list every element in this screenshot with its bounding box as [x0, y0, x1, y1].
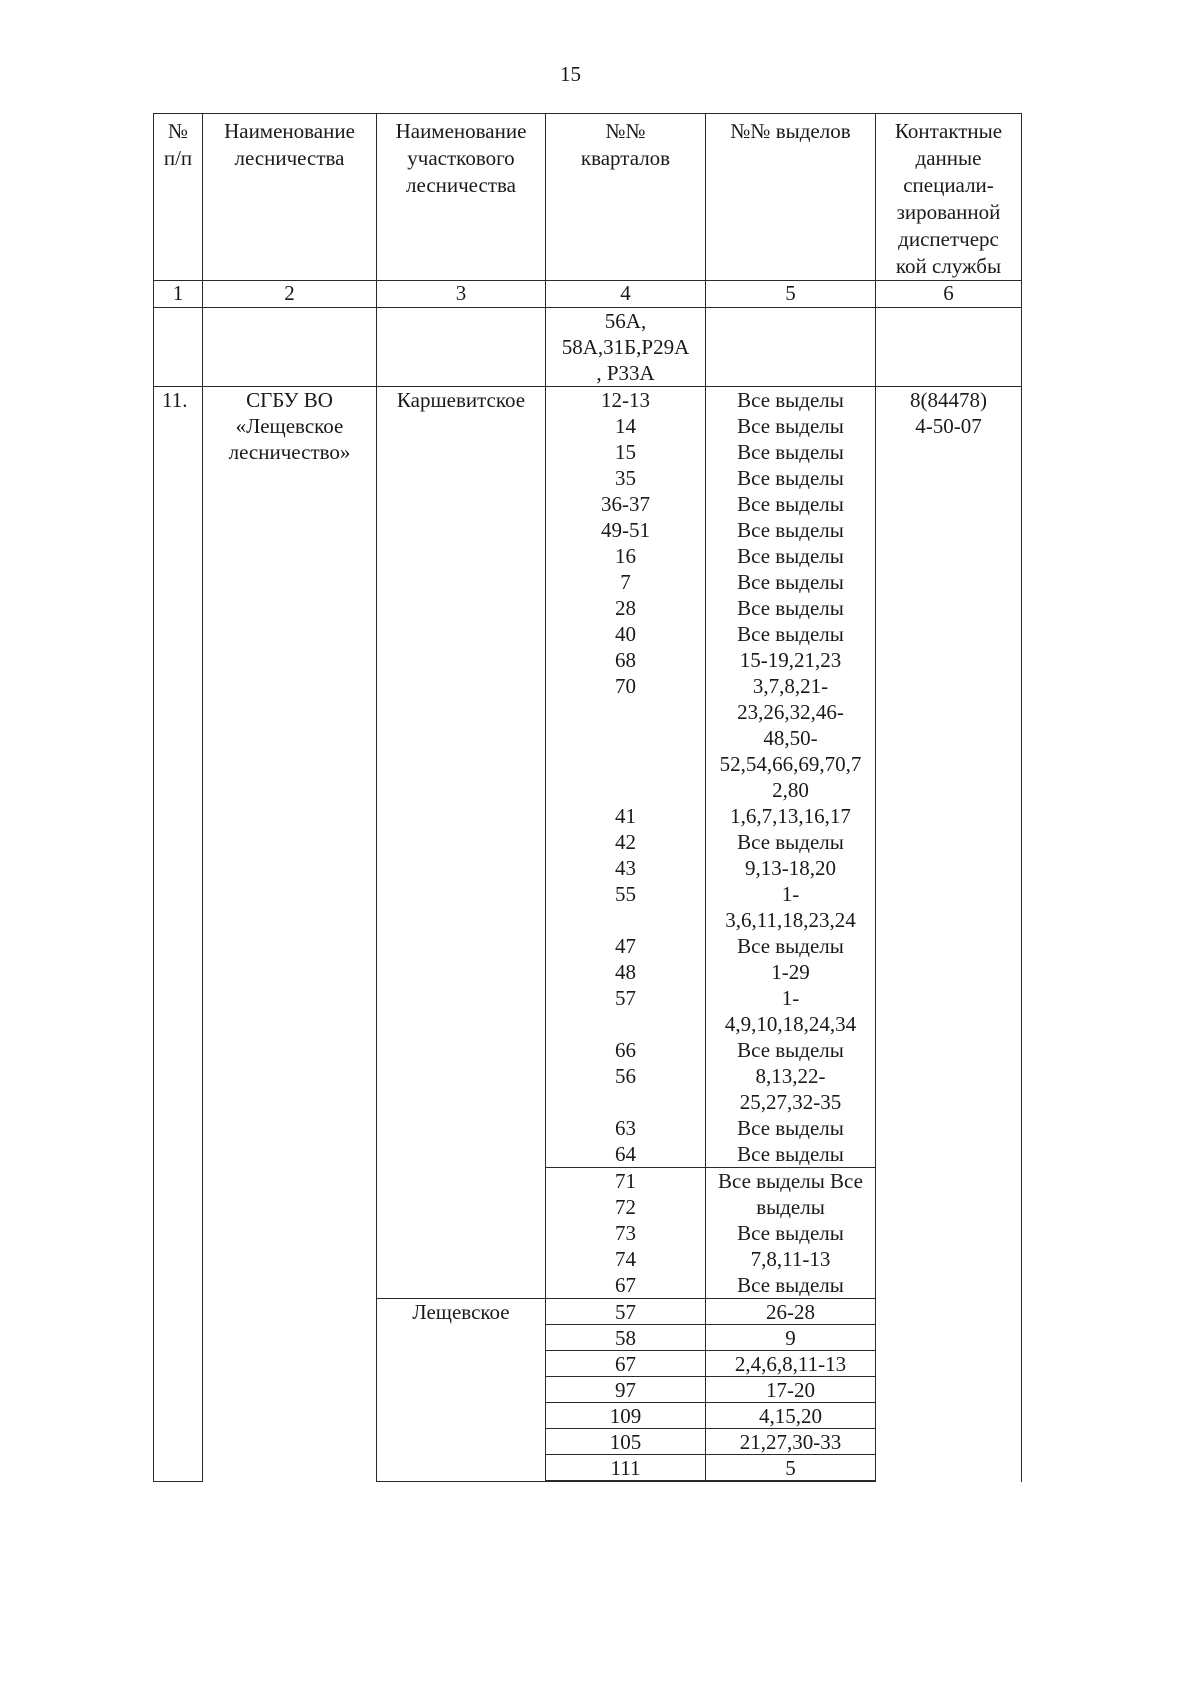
header-forestry: Наименование лесничества — [224, 119, 355, 170]
column-number: 2 — [203, 281, 377, 308]
table-cell-line: 2,80 — [772, 778, 809, 802]
table-cell-line: Все выделы — [737, 544, 844, 568]
table-cell-line — [546, 1089, 705, 1115]
table-cell-line — [546, 777, 705, 803]
table-cell-line: 21,27,30-33 — [706, 1429, 875, 1455]
table-cell-line: 1- — [781, 986, 800, 1010]
table-cell-line: Все выделы — [737, 388, 844, 412]
table-cell-line: 105 — [546, 1429, 705, 1455]
table-cell-line: 3,7,8,21- — [752, 674, 829, 698]
table-cell-line: Все выделы — [737, 570, 844, 594]
table-cell-line: выделы — [756, 1195, 825, 1219]
table-cell-line: 111 — [546, 1455, 705, 1481]
table-cell-line: 55 — [615, 882, 636, 906]
table-cell-line: 73 — [615, 1221, 636, 1245]
table-cell-line: 1- — [781, 882, 800, 906]
entry-row-a — [154, 387, 1022, 1168]
forestry-name: СГБУ ВО «Лещевское лесничество» — [203, 387, 377, 1482]
table-cell-line: 16 — [615, 544, 636, 568]
table-cell-line: Все выделы — [737, 492, 844, 516]
table-cell-line: 4,15,20 — [706, 1403, 875, 1429]
table-cell-line: 9 — [706, 1325, 875, 1351]
table-cell-line: Все выделы — [737, 1221, 844, 1245]
column-number: 6 — [876, 281, 1022, 308]
forestry-table — [153, 113, 1022, 1482]
table-cell-line: 97 — [546, 1377, 705, 1403]
sections-block-a — [706, 387, 876, 1168]
table-cell-line: 57 — [546, 1299, 705, 1325]
table-cell-line: 57 — [615, 986, 636, 1010]
table-cell-line: 56 — [615, 1064, 636, 1088]
table-cell-line: 43 — [615, 856, 636, 880]
table-cell-line: Все выделы — [737, 596, 844, 620]
table-cell-line: Все выделы — [737, 414, 844, 438]
table-cell-line — [546, 907, 705, 933]
table-cell-line: Все выделы — [737, 622, 844, 646]
header-quarters: №№ кварталов — [580, 119, 671, 170]
table-cell-line: Все выделы — [737, 1142, 844, 1166]
table-cell-line: 66 — [615, 1038, 636, 1062]
column-number: 5 — [706, 281, 876, 308]
table-cell-line: Все выделы — [737, 934, 844, 958]
table-cell-line: 67 — [615, 1273, 636, 1297]
table-cell-line: 2,4,6,8,11-13 — [706, 1351, 875, 1377]
table-cell-line: 72 — [615, 1195, 636, 1219]
quarters-block-c — [546, 1299, 706, 1482]
table-cell-line: 12-13 — [601, 388, 650, 412]
table-cell-line: 74 — [615, 1247, 636, 1271]
table-cell-line: Все выделы — [737, 440, 844, 464]
table-cell-line: 7,8,11-13 — [750, 1247, 831, 1271]
district-karshevitskoe: Каршевитское — [377, 387, 546, 1299]
table-cell-line: 15 — [615, 440, 636, 464]
table-cell-line: Все выделы — [737, 1116, 844, 1140]
column-number-row — [154, 281, 1022, 308]
table-cell-line: Все выделы — [737, 466, 844, 490]
sections-block-b — [706, 1168, 876, 1299]
table-cell-line: 7 — [620, 570, 631, 594]
table-cell-line: 14 — [615, 414, 636, 438]
table-cell-line: 26-28 — [706, 1299, 875, 1325]
header-contacts: Контактные данные специали- зированной диспетчерс кой службы — [894, 119, 1003, 278]
quarters-block-b — [546, 1168, 706, 1299]
header-district: Наименование участкового лесничества — [395, 119, 527, 197]
table-cell-line: Все выделы Все — [718, 1169, 863, 1193]
column-number: 4 — [546, 281, 706, 308]
table-cell-line: 5 — [706, 1455, 875, 1481]
table-cell-line: 42 — [615, 830, 636, 854]
table-cell-line — [546, 1011, 705, 1037]
table-cell-line: 9,13-18,20 — [745, 856, 836, 880]
table-cell-line: 52,54,66,69,70,7 — [719, 752, 862, 776]
table-cell-line: 25,27,32-35 — [739, 1090, 842, 1114]
table-cell-line: 58 — [546, 1325, 705, 1351]
table-cell-line: Все выделы — [737, 830, 844, 854]
table-cell-line: Все выделы — [737, 1273, 844, 1297]
table-cell-line — [546, 699, 705, 725]
column-number: 3 — [377, 281, 546, 308]
table-cell-line: 4,9,10,18,24,34 — [724, 1012, 857, 1036]
header-number: № п/п — [163, 119, 193, 170]
table-cell-line: 47 — [615, 934, 636, 958]
table-cell-line: 1-29 — [771, 960, 810, 984]
table-cell-line: 8,13,22- — [755, 1064, 826, 1088]
quarters-block-a — [546, 387, 706, 1168]
table-cell-line: Все выделы — [737, 1038, 844, 1062]
table-cell-line: 15-19,21,23 — [739, 648, 842, 672]
table-cell-line: 71 — [615, 1169, 636, 1193]
district-leshchevskoe: Лещевское — [377, 1299, 546, 1482]
table-cell-line: 48,50- — [763, 726, 818, 750]
contact-info: 8(84478) 4-50-07 — [876, 387, 1022, 1482]
table-cell-line: 64 — [615, 1142, 636, 1166]
table-cell-line: 17-20 — [706, 1377, 875, 1403]
table-cell-line: 63 — [615, 1116, 636, 1140]
table-cell-line: 109 — [546, 1403, 705, 1429]
continuation-row — [154, 308, 1022, 387]
table-cell-line: 3,6,11,18,23,24 — [725, 908, 856, 932]
table-cell-line: 68 — [615, 648, 636, 672]
table-cell-line: 41 — [615, 804, 636, 828]
table-cell-line: 70 — [615, 674, 636, 698]
table-cell-line: 23,26,32,46- — [737, 700, 844, 724]
table-cell-line: 35 — [615, 466, 636, 490]
table-cell-line: 67 — [546, 1351, 705, 1377]
column-number: 1 — [154, 281, 203, 308]
table-cell-line: 1,6,7,13,16,17 — [730, 804, 851, 828]
page-number: 15 — [560, 62, 581, 86]
continuation-quarters: 56А, 58А,31Б,Р29А , Р33А — [546, 308, 706, 387]
sections-block-c — [706, 1299, 876, 1482]
table-cell-line: 36-37 — [601, 492, 650, 516]
header-sections: №№ выделов — [730, 119, 851, 143]
table-cell-line: 49-51 — [601, 518, 650, 542]
header-row — [154, 114, 1022, 281]
table-cell-line — [546, 751, 705, 777]
table-cell-line: 48 — [615, 960, 636, 984]
table-cell-line: 28 — [615, 596, 636, 620]
table-cell-line — [546, 725, 705, 751]
table-cell-line: Все выделы — [737, 518, 844, 542]
entry-number: 11. — [154, 387, 203, 1299]
table-cell-line: 40 — [615, 622, 636, 646]
